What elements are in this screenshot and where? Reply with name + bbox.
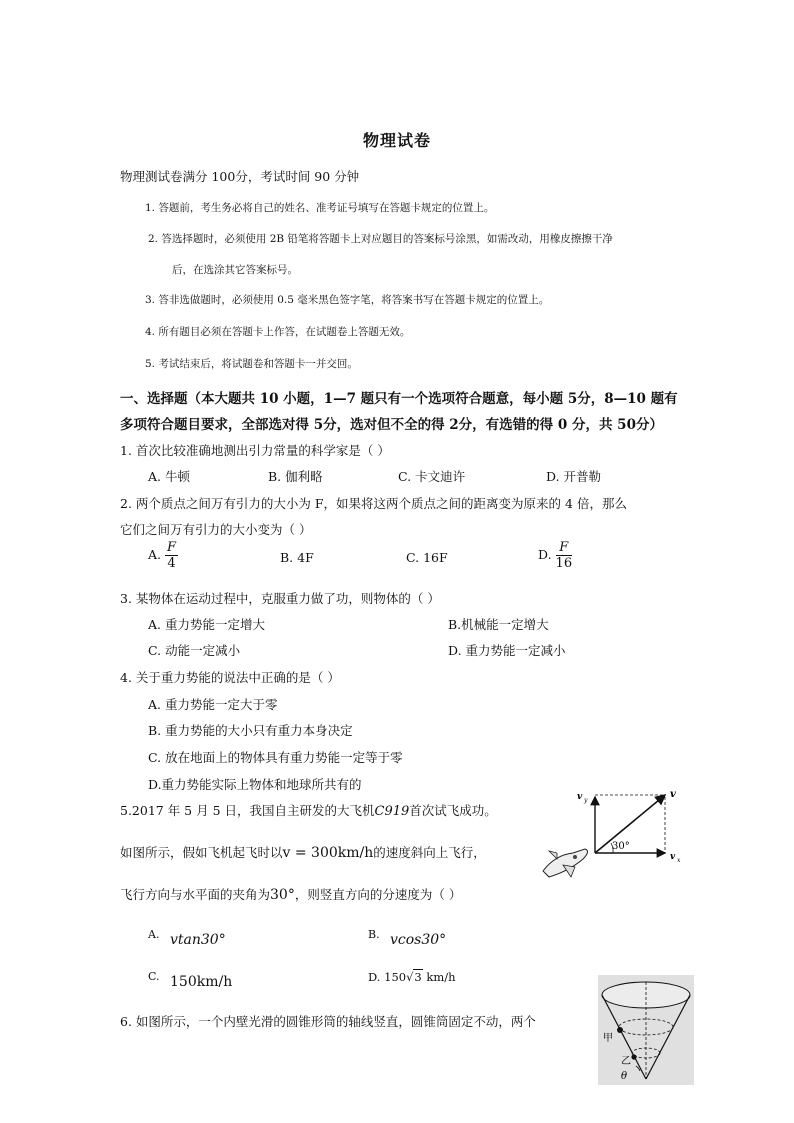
q1-stem: 1. 首次比较准确地测出引力常量的科学家是（ ） bbox=[120, 443, 390, 458]
q5-plane-model: C919 bbox=[374, 804, 410, 819]
v-arrow bbox=[595, 795, 665, 853]
q2-stem-line2: 它们之间万有引力的大小变为（ ） bbox=[120, 522, 312, 537]
q5-option-c-label: C. bbox=[148, 970, 160, 983]
q1-option-c: C. 卡文迪许 bbox=[398, 469, 466, 484]
q5-option-d-label: D. 150 bbox=[368, 970, 407, 984]
q2-option-c: C. 16F bbox=[406, 550, 448, 565]
q3-option-c: C. 动能一定减小 bbox=[148, 643, 241, 658]
q2-option-d bbox=[538, 540, 572, 571]
q4-option-b: B. 重力势能的大小只有重力本身决定 bbox=[148, 723, 353, 738]
q5-line2 bbox=[120, 843, 486, 861]
q2-option-d-label: D. bbox=[538, 547, 552, 562]
q4-option-d: D.重力势能实际上物体和地球所共有的 bbox=[148, 777, 362, 792]
section-heading-line2: 多项符合题目要求，全部选对得 5分，选对但不全的得 2分，有选错的得 0 分，共 50分） bbox=[120, 417, 663, 433]
fig-jia-label: 甲 bbox=[603, 1033, 613, 1044]
q6-cone-figure bbox=[598, 975, 694, 1085]
q2-option-d-denominator: 16 bbox=[555, 556, 573, 571]
q1-option-a: A. 牛顿 bbox=[148, 469, 190, 484]
q5-line3 bbox=[120, 885, 461, 903]
fig-yi-label: 乙 bbox=[621, 1056, 631, 1067]
q4-stem: 4. 关于重力势能的说法中正确的是（ ） bbox=[120, 670, 340, 685]
sqrt-icon: √ bbox=[406, 970, 414, 984]
q2-option-d-fraction bbox=[556, 540, 573, 571]
note-1: 1. 答题前，考生务必将自己的姓名、准考证号填写在答题卡规定的位置上。 bbox=[145, 202, 495, 214]
q4-option-c: C. 放在地面上的物体具有重力势能一定等于零 bbox=[148, 750, 403, 765]
airplane-icon bbox=[543, 849, 588, 877]
exam-intro: 物理测试卷满分 100分，考试时间 90 分钟 bbox=[120, 169, 360, 184]
q5-line3-start: 飞行方向与水平面的夹角为 bbox=[120, 887, 271, 902]
q1-option-d: D. 开普勒 bbox=[546, 469, 602, 484]
q2-option-b: B. 4F bbox=[280, 550, 314, 565]
q5-option-d-unit: km/h bbox=[422, 970, 456, 984]
q5-option-b-label: B. bbox=[368, 928, 380, 941]
note-2: 2. 答选择题时，必须使用 2B 铅笔将答题卡上对应题目的答案标号涂黑，如需改动，用橡皮擦擦干净 bbox=[148, 233, 613, 245]
q5-speed-equation: v = 300km/h bbox=[282, 845, 374, 861]
fig-vx-sub: x bbox=[677, 857, 681, 864]
q2-option-a bbox=[148, 540, 178, 571]
q2-option-a-label: A. bbox=[148, 547, 162, 562]
q5-option-a: vtan30° bbox=[170, 932, 226, 948]
q3-option-b: B.机械能一定增大 bbox=[448, 617, 549, 632]
q5-line2-start: 如图所示，假如飞机起飞时以 bbox=[120, 845, 283, 860]
fig-angle-label: 30° bbox=[612, 841, 630, 852]
q5-option-a-label: A. bbox=[148, 928, 160, 941]
q6-stem: 6. 如图所示，一个内壁光滑的圆锥形筒的轴线竖直，圆锥筒固定不动，两个 bbox=[120, 1014, 536, 1029]
q5-line1 bbox=[120, 801, 497, 819]
q3-stem: 3. 某物体在运动过程中，克服重力做了功，则物体的（ ） bbox=[120, 591, 440, 606]
q1-option-b: B. 伽利略 bbox=[268, 469, 323, 484]
q5-angle: 30° bbox=[270, 887, 295, 903]
note-4: 4. 所有题目必须在答题卡上作答，在试题卷上答题无效。 bbox=[145, 326, 411, 338]
q5-line1-end: 首次试飞成功。 bbox=[409, 803, 497, 818]
fig-vy-label: v bbox=[577, 792, 583, 802]
q2-option-a-fraction bbox=[165, 540, 178, 571]
q5-option-d bbox=[368, 970, 456, 984]
fig-vx-label: v bbox=[670, 852, 676, 862]
q5-option-b: vcos30° bbox=[390, 932, 447, 948]
q2-stem-line1: 2. 两个质点之间万有引力的大小为 F，如果将这两个质点之间的距离变为原来的 4 倍，那么 bbox=[120, 496, 627, 511]
note-5: 5. 考试结束后，将试题卷和答题卡一并交回。 bbox=[145, 358, 358, 370]
q5-line1-start: 5.2017 年 5 月 5 日，我国自主研发的大飞机 bbox=[120, 803, 375, 818]
page-title: 物理试卷 bbox=[362, 131, 431, 150]
q5-line2-end: 的速度斜向上飞行， bbox=[373, 845, 486, 860]
q4-option-a: A. 重力势能一定大于零 bbox=[148, 697, 278, 712]
q2-option-a-denominator: 4 bbox=[167, 556, 176, 571]
fig-theta-label: θ bbox=[621, 1071, 628, 1082]
q3-option-a: A. 重力势能一定增大 bbox=[148, 617, 265, 632]
q5-option-d-sqrt bbox=[406, 969, 423, 984]
q2-option-a-numerator: F bbox=[167, 540, 177, 555]
q5-option-c: 150km/h bbox=[170, 974, 233, 990]
fig-vy-sub: y bbox=[584, 797, 588, 804]
section-heading-line1: 一、选择题（本大题共 10 小题，1—7 题只有一个选项符合题意，每小题 5分，8—10 题有 bbox=[120, 391, 678, 407]
note-2-cont: 后，在选涂其它答案标号。 bbox=[172, 264, 298, 276]
q5-line3-end: ，则竖直方向的分速度为（ ） bbox=[294, 887, 462, 902]
q3-option-d: D. 重力势能一定减小 bbox=[448, 643, 566, 658]
fig-v-label: v bbox=[670, 789, 676, 800]
note-3: 3. 答非选做题时，必须使用 0.5 毫米黑色签字笔，将答案书写在答题卡规定的位置上。 bbox=[145, 294, 550, 306]
q5-velocity-figure bbox=[535, 783, 685, 883]
q5-option-d-radicand: 3 bbox=[414, 970, 422, 984]
q2-option-d-numerator: F bbox=[556, 540, 573, 556]
